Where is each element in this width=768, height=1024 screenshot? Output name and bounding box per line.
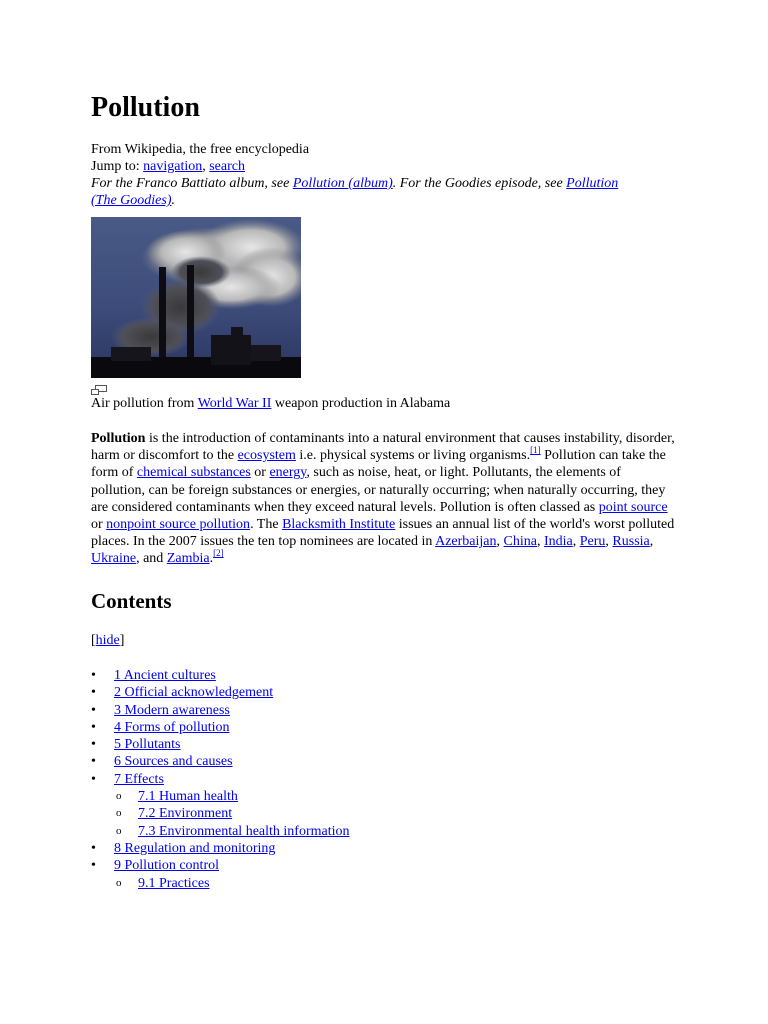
body-text: . The <box>250 517 279 533</box>
toc-link[interactable]: 1 Ancient cultures <box>114 668 216 683</box>
toc-item <box>91 667 350 684</box>
toc-link[interactable]: 8 Regulation and monitoring <box>114 840 276 856</box>
azerbaijan-link[interactable]: Azerbaijan <box>435 534 497 550</box>
toc-item <box>91 719 350 736</box>
china-link[interactable]: China <box>503 534 537 550</box>
magnify-icon[interactable] <box>91 383 107 394</box>
air-pollution-photo[interactable] <box>91 217 301 378</box>
pollution-album-link[interactable]: Pollution (album) <box>292 176 393 191</box>
ecosystem-link[interactable]: ecosystem <box>237 448 296 464</box>
blacksmith-institute-link[interactable]: Blacksmith Institute <box>282 517 396 533</box>
ukraine-link[interactable]: Ukraine <box>91 551 137 567</box>
toc-item <box>91 736 350 753</box>
search-link[interactable]: search <box>209 159 245 174</box>
toc-subitem <box>91 788 350 805</box>
hatnote-text: . <box>171 193 175 208</box>
toc-link[interactable]: 9.1 Practices <box>138 875 210 891</box>
bullet-icon: • <box>91 737 96 753</box>
point-source-link[interactable]: point source <box>598 499 668 515</box>
toc-toggle <box>91 632 124 649</box>
body-text: is the introduction of contaminants into a natural environment that causes instability, disorder, harm or discomfort to the <box>91 431 675 464</box>
pollution-goodies-link-text: Pollution <box>566 176 619 191</box>
body-text: , such as noise, heat, or light. Pollutants, the elements of pollution, can be foreign substances or energies, or naturally occurring; when naturally occurring, they are considered contaminants when they exceed natural levels. Pollution is often classed as <box>91 465 666 515</box>
toc-subitem <box>91 875 350 892</box>
toc-subitem <box>91 823 350 840</box>
circle-bullet-icon: o <box>116 876 122 889</box>
zambia-link[interactable]: Zambia <box>166 551 210 567</box>
toc-item <box>91 702 350 719</box>
peru-link[interactable]: Peru <box>579 534 606 550</box>
circle-bullet-icon: o <box>116 824 122 837</box>
toc-link[interactable]: 9 Pollution control <box>114 858 219 874</box>
tagline: From Wikipedia, the free encyclopedia <box>91 142 310 157</box>
hatnote <box>91 175 677 209</box>
caption-text: weapon production in Alabama <box>274 396 451 411</box>
reference-1-link[interactable]: [1] <box>530 445 541 456</box>
toc-link[interactable]: 2 Official acknowledgement <box>114 685 274 701</box>
toc-link[interactable]: 7.2 Environment <box>138 806 233 822</box>
pollution-goodies-link-text: (The Goodies) <box>91 193 172 208</box>
navigation-link[interactable]: navigation <box>143 159 203 174</box>
bullet-icon: • <box>91 702 96 718</box>
body-text: or <box>254 465 266 481</box>
bracket: [ <box>91 633 96 648</box>
toc-link[interactable]: 6 Sources and causes <box>114 754 233 770</box>
world-war-ii-link[interactable]: World War II <box>197 396 272 411</box>
circle-bullet-icon: o <box>116 807 122 820</box>
toc-item <box>91 771 350 788</box>
figure-caption <box>91 395 450 412</box>
caption-text: Air pollution from <box>91 396 195 411</box>
table-of-contents <box>91 667 350 892</box>
toc-link[interactable]: 7.1 Human health <box>138 789 238 805</box>
hide-toc-link[interactable]: hide <box>95 633 120 648</box>
toc-link[interactable]: 3 Modern awareness <box>114 702 230 718</box>
bullet-icon: • <box>91 771 96 787</box>
bullet-icon: • <box>91 685 96 701</box>
toc-link[interactable]: 7 Effects <box>114 771 164 787</box>
nonpoint-source-link[interactable]: nonpoint source pollution <box>106 517 251 533</box>
toc-item <box>91 840 350 857</box>
jump-separator: , <box>202 159 206 174</box>
toc-item <box>91 684 350 701</box>
india-link[interactable]: India <box>543 534 573 550</box>
chemical-substances-link[interactable]: chemical substances <box>136 465 251 481</box>
bold-term: Pollution <box>91 431 146 446</box>
page-title: Pollution <box>91 92 200 123</box>
toc-subitem <box>91 805 350 822</box>
hatnote-text: . For the Goodies episode, see <box>392 176 563 191</box>
bracket: ] <box>119 633 125 648</box>
energy-link[interactable]: energy <box>269 465 307 481</box>
toc-link[interactable]: 7.3 Environmental health information <box>138 823 350 839</box>
bullet-icon: • <box>91 719 96 735</box>
toc-item <box>91 753 350 770</box>
toc-item <box>91 857 350 874</box>
toc-link[interactable]: 5 Pollutants <box>114 737 181 753</box>
body-text: , and <box>136 551 164 567</box>
contents-heading: Contents <box>91 589 172 613</box>
body-text: or <box>91 517 103 533</box>
jump-links <box>91 158 245 175</box>
toc-link[interactable]: 4 Forms of pollution <box>114 719 230 735</box>
bullet-icon: • <box>91 668 96 683</box>
circle-bullet-icon: o <box>116 790 122 803</box>
body-text: Pollution can take the form of <box>91 448 666 481</box>
russia-link[interactable]: Russia <box>612 534 650 550</box>
body-text: i.e. physical systems or living organisms. <box>299 448 531 464</box>
bullet-icon: • <box>91 840 96 856</box>
reference-2-link[interactable]: [2] <box>213 548 224 559</box>
intro-paragraph: Pollution is the introduction of contaminants into a natural environment that causes instability, disorder, harm or discomfort to the ecosystem i.e. physical systems or living organisms.[1] Pollution can take the form of chemical substances or energy, such as noise, heat, or light. Pollutants, the elements of pollution, can be foreign substances or energies, or naturally occurring; when naturally occurring, they are considered contaminants when they exceed natural levels. Pollution is often classed as point source or nonpoint source pollution. The Blacksmith Institute issues an annual list of the world's worst polluted places. In the 2007 issues the ten top nominees are located in Azerbaijan, China, India, Peru, Russia, Ukraine, and Zambia.[2] <box>91 431 675 567</box>
bullet-icon: • <box>91 754 96 770</box>
hatnote-text: For the Franco Battiato album, see <box>91 176 290 191</box>
bullet-icon: • <box>91 858 96 874</box>
body-text: issues an annual list of the world's worst polluted places. In the 2007 issues the ten top nominees are located in <box>91 517 675 550</box>
jump-label: Jump to: <box>91 159 140 174</box>
